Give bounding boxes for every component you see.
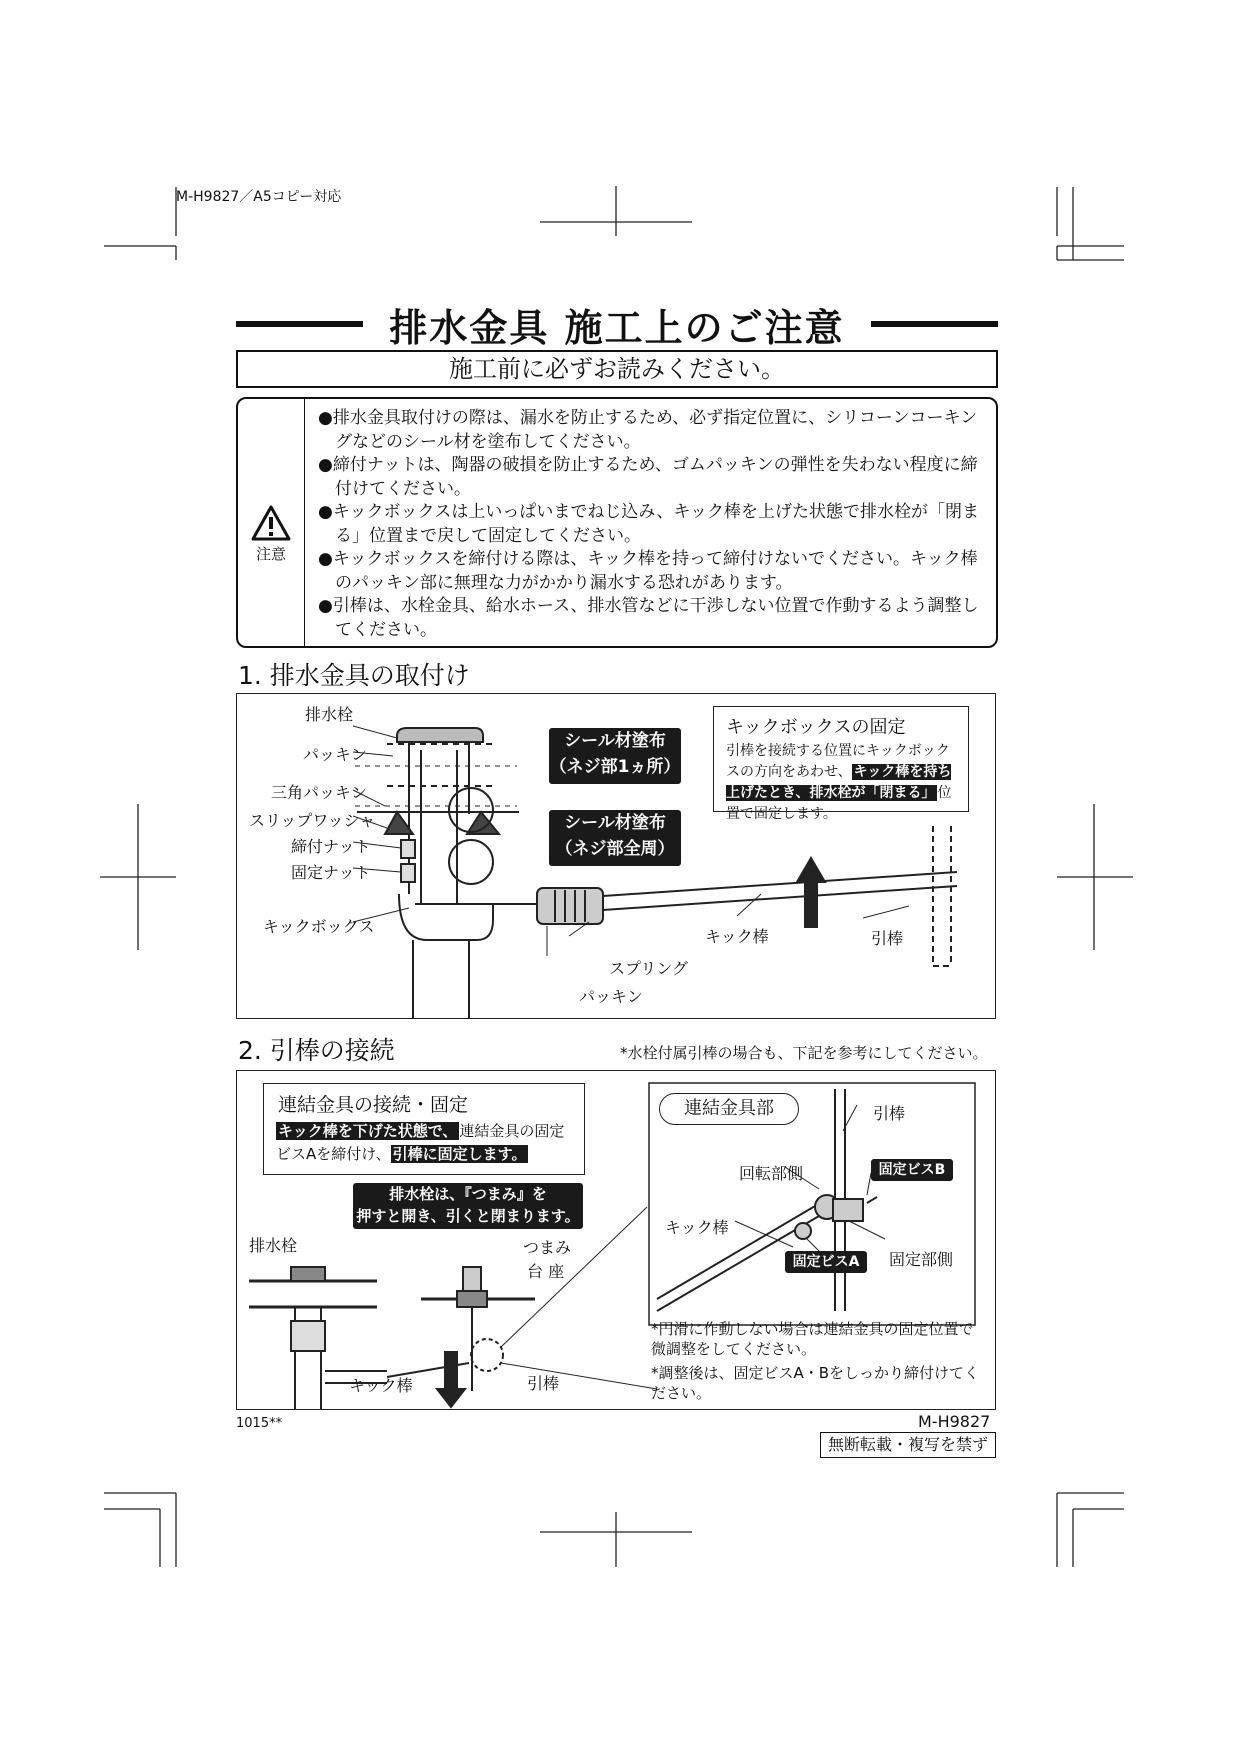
label-packing-top: パッキン: [303, 745, 367, 764]
joint-label-pull-rod: 引棒: [873, 1104, 906, 1123]
label-drain-plug-2: 排水栓: [249, 1236, 298, 1255]
joint-label-kick-rod: キック棒: [665, 1218, 729, 1237]
label-knob: つまみ: [523, 1238, 572, 1257]
joint-label-fixed-side: 固定部側: [889, 1250, 954, 1269]
connect-highlight2: 引棒に固定します。: [392, 1145, 527, 1163]
knob-tag-line1: 排水栓は、『つまみ』を: [389, 1185, 547, 1203]
label-spring: スプリング: [609, 959, 689, 978]
section2-diagram: [236, 1070, 996, 1410]
kickbox-text2: 位置で固定します。: [726, 785, 952, 822]
caution-item: ● キックボックスを締付ける際は、キック棒を持って締付けないでください。キック棒のパッキン部に無理な力がかかり漏水する恐れがあります。: [318, 548, 988, 595]
seal-tag-2-line2: （ネジ部全周）: [555, 839, 675, 859]
title-row: [236, 298, 998, 350]
caution-list: [318, 407, 988, 642]
footer-copyright: 無断転載・複写を禁ず: [820, 1432, 996, 1458]
kickbox-box-text: [726, 741, 962, 825]
subtitle: 施工前に必ずお読みください。: [236, 350, 998, 388]
kickbox-fixing-box: [713, 706, 969, 822]
joint-note: *調整後は、固定ビスA・Bをしっかり締付けてください。: [651, 1364, 980, 1402]
seal-tag-1: [549, 728, 681, 784]
connection-box-text: [276, 1120, 576, 1166]
section1-diagram: [236, 693, 996, 1019]
label-packing-bottom: パッキン: [579, 987, 643, 1006]
joint-title: 連結金具部: [659, 1093, 799, 1125]
joint-screw-a: 固定ビスA: [785, 1251, 867, 1273]
section2-heading: 2. 引棒の接続: [238, 1036, 395, 1065]
seal-tag-1-line1: シール材塗布: [564, 731, 666, 751]
caution-icon-column: [238, 399, 305, 646]
label-pull-rod-2: 引棒: [527, 1374, 560, 1393]
caution-item: ● 締付ナットは、陶器の破損を防止するため、ゴムパッキンの弾性を失わない程度に締付けてください。: [318, 454, 988, 501]
seal-tag-1-line2: （ネジ部1ヵ所）: [549, 757, 681, 777]
seal-tag-2-line1: シール材塗布: [564, 813, 666, 833]
joint-label-rotating-side: 回転部側: [739, 1164, 804, 1183]
label-kick-rod: キック棒: [705, 927, 769, 946]
joint-notes: [651, 1319, 987, 1403]
label-fixing-nut: 固定ナット: [291, 863, 371, 882]
connect-text1: 連結金具の固定ビスAを締付け、: [276, 1122, 565, 1163]
connection-box: [263, 1083, 585, 1175]
title-rule-left: [236, 321, 363, 327]
caution-item: ● キックボックスは上いっぱいまでねじ込み、キック棒を上げた状態で排水栓が「閉まる」位置まで戻して固定してください。: [318, 501, 988, 548]
footer-left-code: 1015**: [236, 1416, 283, 1431]
seal-tag-2: [549, 810, 681, 866]
label-kick-rod-2: キック棒: [349, 1376, 413, 1395]
label-drain-plug: 排水栓: [305, 705, 354, 724]
label-pull-rod: 引棒: [871, 929, 904, 948]
connect-highlight1: キック棒を下げた状態で、: [278, 1122, 458, 1140]
label-base: 台 座: [527, 1262, 565, 1281]
label-triangle-packing: 三角パッキン: [271, 783, 367, 802]
title-rule-right: [871, 321, 998, 327]
page-code: M-H9827／A5コピー対応: [176, 189, 342, 205]
knob-tag: [353, 1183, 583, 1229]
joint-note: *円滑に作動しない場合は連結金具の固定位置で微調整をしてください。: [651, 1320, 974, 1358]
warning-icon: [251, 505, 291, 541]
connection-box-title: 連結金具の接続・固定: [278, 1094, 469, 1116]
caution-label: 注意: [255, 545, 286, 563]
label-tightening-nut: 締付ナット: [291, 837, 371, 856]
footer-right-code: M-H9827: [918, 1412, 991, 1431]
label-slip-washer: スリップワッシャ: [249, 811, 376, 830]
kickbox-highlight1: キック棒を持ち上げたとき、排水栓が「閉まる」: [726, 764, 952, 801]
caution-item: ● 引棒は、水栓金具、給水ホース、排水管などに干渉しない位置で作動するよう調整してください。: [318, 595, 988, 642]
kickbox-text1: 引棒を接続する位置にキックボックスの方向をあわせ、: [726, 743, 950, 780]
joint-screw-b: 固定ビスB: [871, 1159, 953, 1181]
section2-note: *水栓付属引棒の場合も、下記を参考にしてください。: [620, 1044, 988, 1062]
label-kick-box: キックボックス: [263, 917, 375, 936]
page-title: 排水金具 施工上のご注意: [389, 305, 845, 350]
caution-item: ● 排水金具取付けの際は、漏水を防止するため、必ず指定位置に、シリコーンコーキングなどのシール材を塗布してください。: [318, 407, 988, 454]
knob-tag-line2: 押すと開き、引くと閉まります。: [356, 1207, 580, 1225]
caution-box: [236, 397, 998, 648]
kickbox-box-title: キックボックスの固定: [726, 717, 906, 738]
section1-heading: 1. 排水金具の取付け: [238, 661, 470, 690]
